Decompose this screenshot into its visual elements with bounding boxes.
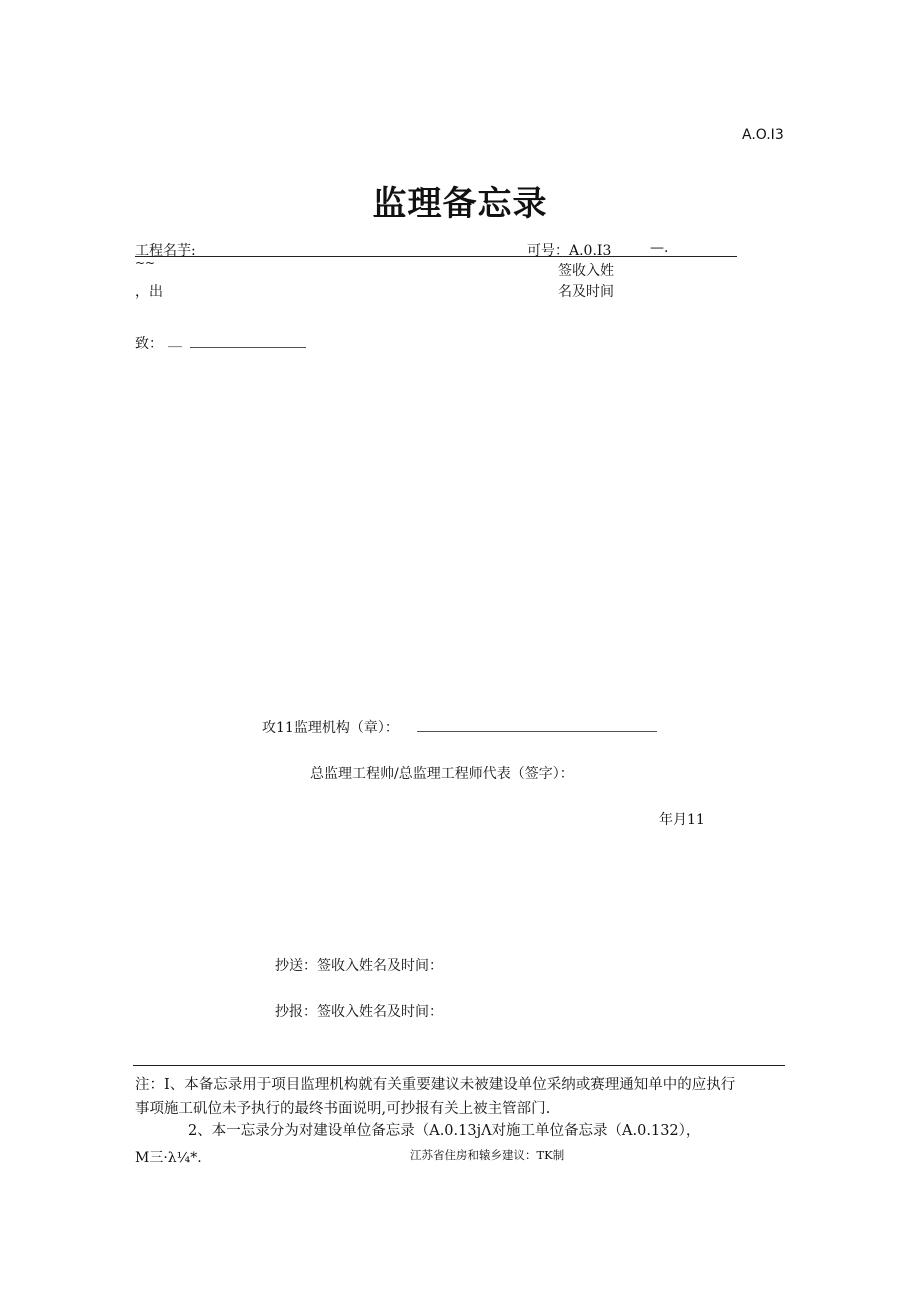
sign-label-line1: 签收入姓	[558, 263, 614, 279]
date-label: 年月11	[659, 812, 705, 828]
chief-engineer-label: 总监理工程帅/总监理工程师代表（签字）：	[310, 766, 574, 782]
org-underline	[417, 731, 657, 732]
form-code: A.O.I3	[742, 127, 784, 143]
to-dash: __	[168, 332, 182, 348]
project-name-label: 工程名芋:	[135, 243, 196, 259]
header-mark: ~~	[135, 256, 156, 270]
to-underline	[190, 347, 306, 348]
copy-send-label: 抄送：签收入姓名及时间：	[275, 958, 443, 974]
to-label: 致：	[135, 336, 163, 352]
page-title: 监理备忘录	[372, 184, 548, 224]
note-line-1: 注：I、本备忘录用于项目监理机构就有关重要建议未被建设单位采纳或赛理通知单中的应执行	[135, 1077, 736, 1093]
footer-issuer-text: 江苏省住房和辕乡建议：TK制	[410, 1148, 565, 1162]
notes-divider	[133, 1065, 785, 1066]
sign-label-line2: 名及时间	[558, 284, 614, 300]
out-label: ，出	[135, 284, 163, 300]
header-underline	[135, 256, 737, 257]
supervision-org-label: 攻11监理机构（章）：	[262, 720, 399, 736]
note-line-2: 事项施工矶位未予执行的最终书面说明,可抄报有关上被主管部门.	[135, 1101, 551, 1117]
note-line-3: 2、本一忘录分为对建设单位备忘录（A.0.13jΛ对施工单位备忘录（A.0.132），	[188, 1123, 701, 1139]
footer-left-text: M三·λ¼*.	[135, 1150, 202, 1166]
copy-report-label: 抄报：签收入姓名及时间：	[275, 1004, 443, 1020]
form-number-suffix: —.	[650, 240, 669, 256]
form-number-label: 可号：A.0.I3	[527, 243, 612, 259]
